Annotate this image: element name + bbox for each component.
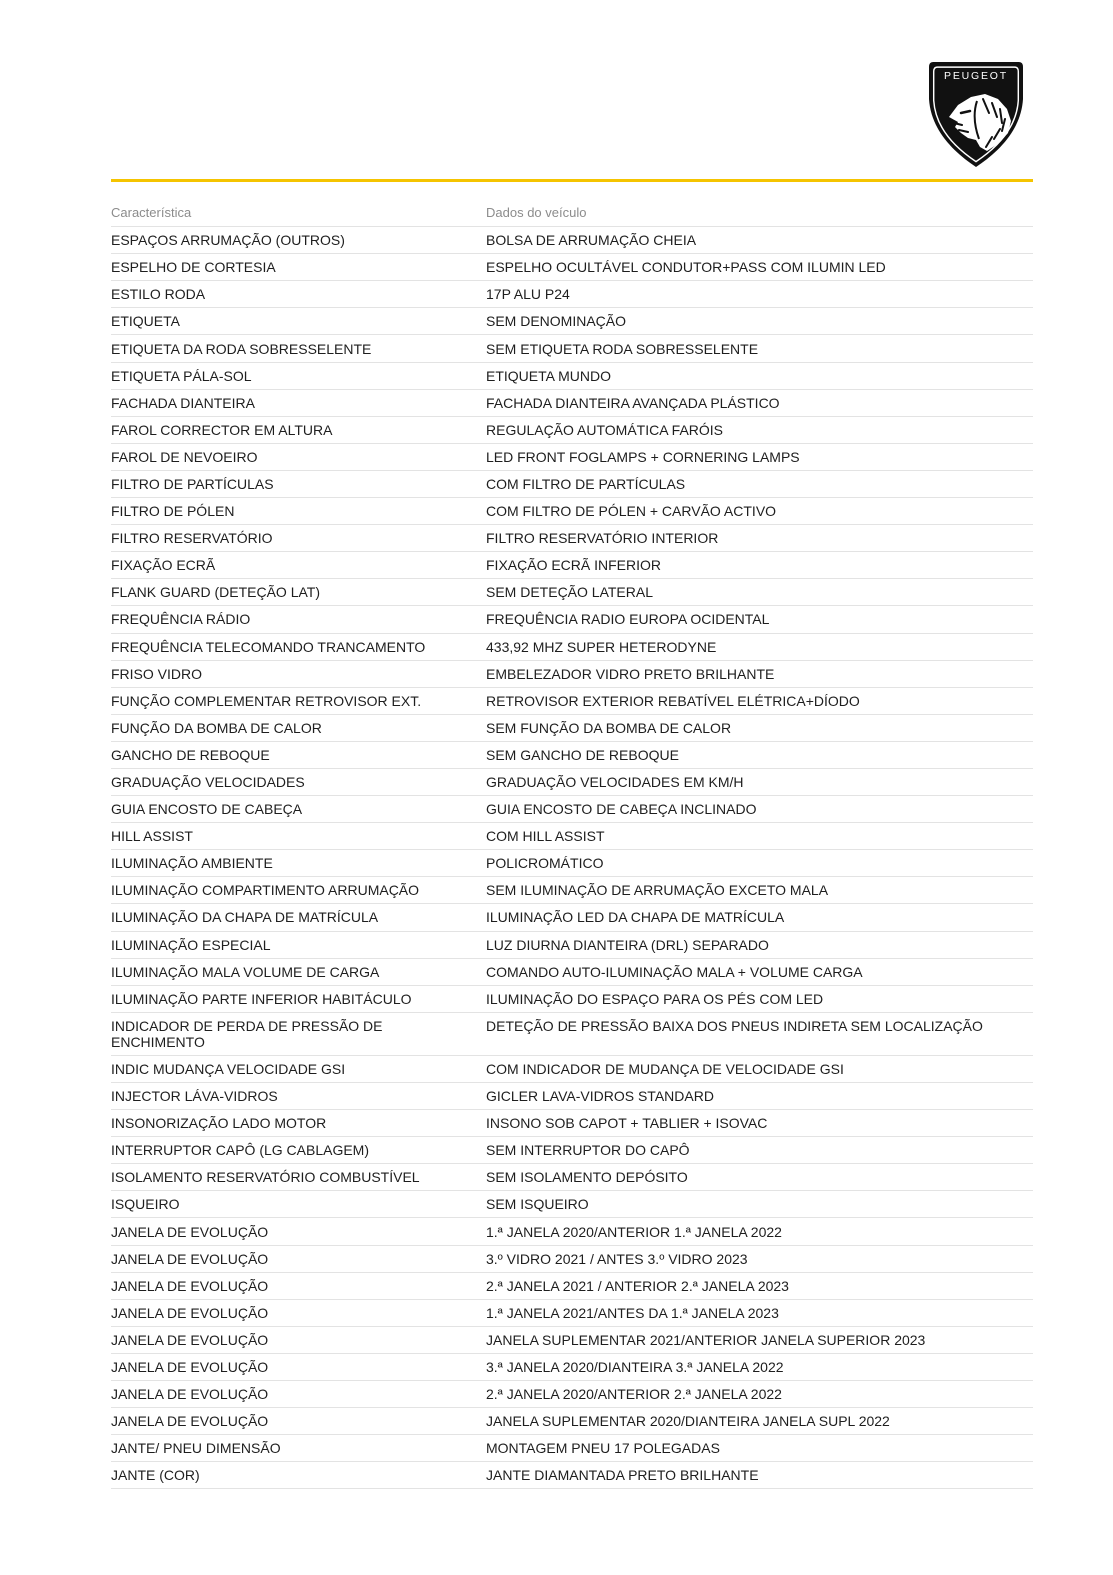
feature-cell: FREQUÊNCIA TELECOMANDO TRANCAMENTO xyxy=(111,638,426,655)
feature-cell: JANELA DE EVOLUÇÃO xyxy=(111,1413,269,1430)
feature-cell: FRISO VIDRO xyxy=(111,665,203,682)
value-cell: SEM ISOLAMENTO DEPÓSITO xyxy=(486,1169,688,1186)
value-cell: 3.ª JANELA 2020/DIANTEIRA 3.ª JANELA 2022 xyxy=(486,1358,784,1375)
value-cell: MONTAGEM PNEU 17 POLEGADAS xyxy=(486,1440,720,1457)
table-row xyxy=(111,281,1033,308)
table-row xyxy=(111,390,1033,417)
value-cell: SEM ETIQUETA RODA SOBRESSELENTE xyxy=(486,340,759,357)
value-cell: 2.ª JANELA 2021 / ANTERIOR 2.ª JANELA 2023 xyxy=(486,1277,789,1294)
table-row xyxy=(111,1435,1033,1462)
value-cell: COM FILTRO DE PARTÍCULAS xyxy=(486,475,686,492)
value-cell: LED FRONT FOGLAMPS + CORNERING LAMPS xyxy=(486,448,800,465)
table-row xyxy=(111,1408,1033,1435)
feature-cell: ISOLAMENTO RESERVATÓRIO COMBUSTÍVEL xyxy=(111,1169,420,1186)
value-cell: BOLSA DE ARRUMAÇÃO CHEIA xyxy=(486,232,697,249)
value-cell: JANELA SUPLEMENTAR 2021/ANTERIOR JANELA SUPERIOR 2023 xyxy=(486,1331,926,1348)
table-row xyxy=(111,769,1033,796)
table-row xyxy=(111,254,1033,281)
table-row xyxy=(111,904,1033,931)
feature-cell: FILTRO DE PARTÍCULAS xyxy=(111,475,274,492)
table-row xyxy=(111,877,1033,904)
value-cell: JANELA SUPLEMENTAR 2020/DIANTEIRA JANELA SUPL 2022 xyxy=(486,1413,890,1430)
feature-cell: ETIQUETA DA RODA SOBRESSELENTE xyxy=(111,340,372,357)
value-cell: LUZ DIURNA DIANTEIRA (DRL) SEPARADO xyxy=(486,936,769,953)
table-row xyxy=(111,1246,1033,1273)
feature-cell: HILL ASSIST xyxy=(111,828,193,845)
table-row xyxy=(111,308,1033,335)
feature-cell: JANELA DE EVOLUÇÃO xyxy=(111,1304,269,1321)
logo-wordmark: PEUGEOT xyxy=(944,70,1008,82)
table-row xyxy=(111,579,1033,606)
table-row xyxy=(111,688,1033,715)
value-cell: 433,92 MHZ SUPER HETERODYNE xyxy=(486,638,717,655)
feature-cell: INDIC MUDANÇA VELOCIDADE GSI xyxy=(111,1060,346,1077)
table-row xyxy=(111,1164,1033,1191)
value-cell: ETIQUETA MUNDO xyxy=(486,367,611,384)
value-cell: FACHADA DIANTEIRA AVANÇADA PLÁSTICO xyxy=(486,394,780,411)
value-cell: SEM INTERRUPTOR DO CAPÔ xyxy=(486,1142,690,1159)
feature-cell: INJECTOR LÁVA-VIDROS xyxy=(111,1088,278,1105)
table-row xyxy=(111,1110,1033,1137)
feature-cell: INDICADOR DE PERDA DE PRESSÃO DE ENCHIMENTO xyxy=(111,1017,383,1050)
value-cell: 3.º VIDRO 2021 / ANTES 3.º VIDRO 2023 xyxy=(486,1250,748,1267)
feature-cell: FUNÇÃO DA BOMBA DE CALOR xyxy=(111,719,322,736)
feature-cell: FIXAÇÃO ECRÃ xyxy=(111,557,216,574)
table-row xyxy=(111,1218,1033,1245)
feature-cell: ISQUEIRO xyxy=(111,1196,180,1213)
feature-cell: JANELA DE EVOLUÇÃO xyxy=(111,1277,269,1294)
value-cell: SEM FUNÇÃO DA BOMBA DE CALOR xyxy=(486,719,732,736)
value-cell: REGULAÇÃO AUTOMÁTICA FARÓIS xyxy=(486,421,724,438)
table-row xyxy=(111,552,1033,579)
value-cell: SEM ILUMINAÇÃO DE ARRUMAÇÃO EXCETO MALA xyxy=(486,882,829,899)
table-row xyxy=(111,1273,1033,1300)
table-row xyxy=(111,932,1033,959)
column-header-value: Dados do veículo xyxy=(486,205,587,221)
table-row xyxy=(111,444,1033,471)
feature-cell: GANCHO DE REBOQUE xyxy=(111,746,270,763)
table-row xyxy=(111,823,1033,850)
table-row xyxy=(111,1327,1033,1354)
table-row xyxy=(111,986,1033,1013)
value-cell: 17P ALU P24 xyxy=(486,286,570,303)
feature-cell: ESTILO RODA xyxy=(111,286,206,303)
value-cell: DETEÇÃO DE PRESSÃO BAIXA DOS PNEUS INDIRETA SEM LOCALIZAÇÃO xyxy=(486,1017,983,1034)
feature-cell: ILUMINAÇÃO DA CHAPA DE MATRÍCULA xyxy=(111,909,379,926)
feature-cell: FILTRO DE PÓLEN xyxy=(111,503,235,520)
feature-cell: JANTE/ PNEU DIMENSÃO xyxy=(111,1440,281,1457)
feature-cell: ILUMINAÇÃO COMPARTIMENTO ARRUMAÇÃO xyxy=(111,882,420,899)
table-row xyxy=(111,1191,1033,1218)
table-row xyxy=(111,606,1033,633)
feature-cell: FAROL DE NEVOEIRO xyxy=(111,448,258,465)
value-cell: FREQUÊNCIA RADIO EUROPA OCIDENTAL xyxy=(486,611,770,628)
value-cell: ILUMINAÇÃO LED DA CHAPA DE MATRÍCULA xyxy=(486,909,785,926)
value-cell: SEM ISQUEIRO xyxy=(486,1196,589,1213)
table-row xyxy=(111,1462,1033,1489)
value-cell: GRADUAÇÃO VELOCIDADES EM KM/H xyxy=(486,774,744,791)
feature-cell: FILTRO RESERVATÓRIO xyxy=(111,530,273,547)
table-row xyxy=(111,498,1033,525)
table-row xyxy=(111,417,1033,444)
feature-cell: FUNÇÃO COMPLEMENTAR RETROVISOR EXT. xyxy=(111,692,422,709)
table-header xyxy=(111,200,1033,227)
value-cell: INSONO SOB CAPOT + TABLIER + ISOVAC xyxy=(486,1115,768,1132)
feature-cell: JANELA DE EVOLUÇÃO xyxy=(111,1358,269,1375)
feature-cell: ILUMINAÇÃO ESPECIAL xyxy=(111,936,271,953)
value-cell: COMANDO AUTO-ILUMINAÇÃO MALA + VOLUME CARGA xyxy=(486,963,863,980)
feature-cell: JANELA DE EVOLUÇÃO xyxy=(111,1386,269,1403)
value-cell: GUIA ENCOSTO DE CABEÇA INCLINADO xyxy=(486,801,757,818)
value-cell: COM INDICADOR DE MUDANÇA DE VELOCIDADE GSI xyxy=(486,1060,844,1077)
value-cell: FILTRO RESERVATÓRIO INTERIOR xyxy=(486,530,719,547)
feature-cell: ETIQUETA PÁLA-SOL xyxy=(111,367,252,384)
table-row xyxy=(111,1300,1033,1327)
value-cell: ESPELHO OCULTÁVEL CONDUTOR+PASS COM ILUMIN LED xyxy=(486,259,886,276)
feature-cell: ILUMINAÇÃO AMBIENTE xyxy=(111,855,273,872)
feature-cell: GUIA ENCOSTO DE CABEÇA xyxy=(111,801,303,818)
value-cell: SEM DENOMINAÇÃO xyxy=(486,313,627,330)
value-cell: ILUMINAÇÃO DO ESPAÇO PARA OS PÉS COM LED xyxy=(486,990,824,1007)
table-row xyxy=(111,634,1033,661)
value-cell: RETROVISOR EXTERIOR REBATÍVEL ELÉTRICA+DÍODO xyxy=(486,692,860,709)
value-cell: COM FILTRO DE PÓLEN + CARVÃO ACTIVO xyxy=(486,503,777,520)
table-row xyxy=(111,1354,1033,1381)
table-row xyxy=(111,1083,1033,1110)
table-row xyxy=(111,471,1033,498)
feature-cell: ILUMINAÇÃO PARTE INFERIOR HABITÁCULO xyxy=(111,990,412,1007)
table-row xyxy=(111,661,1033,688)
feature-cell: FLANK GUARD (DETEÇÃO LAT) xyxy=(111,584,320,601)
feature-cell: ESPAÇOS ARRUMAÇÃO (OUTROS) xyxy=(111,232,345,249)
table-row xyxy=(111,959,1033,986)
value-cell: COM HILL ASSIST xyxy=(486,828,605,845)
table-row xyxy=(111,335,1033,362)
table-row xyxy=(111,227,1033,254)
value-cell: SEM DETEÇÃO LATERAL xyxy=(486,584,654,601)
table-row xyxy=(111,742,1033,769)
table-row xyxy=(111,850,1033,877)
feature-cell: INTERRUPTOR CAPÔ (LG CABLAGEM) xyxy=(111,1142,370,1159)
value-cell: SEM GANCHO DE REBOQUE xyxy=(486,746,679,763)
feature-cell: GRADUAÇÃO VELOCIDADES xyxy=(111,774,305,791)
column-header-feature: Característica xyxy=(111,205,192,221)
value-cell: 1.ª JANELA 2021/ANTES DA 1.ª JANELA 2023 xyxy=(486,1304,779,1321)
table-row xyxy=(111,1381,1033,1408)
value-cell: POLICROMÁTICO xyxy=(486,855,604,872)
table-row xyxy=(111,715,1033,742)
peugeot-logo xyxy=(927,59,1025,169)
feature-cell: FREQUÊNCIA RÁDIO xyxy=(111,611,251,628)
value-cell: FIXAÇÃO ECRÃ INFERIOR xyxy=(486,557,662,574)
feature-cell: JANELA DE EVOLUÇÃO xyxy=(111,1223,269,1240)
value-cell: JANTE DIAMANTADA PRETO BRILHANTE xyxy=(486,1467,759,1484)
table-row xyxy=(111,1137,1033,1164)
value-cell: 2.ª JANELA 2020/ANTERIOR 2.ª JANELA 2022 xyxy=(486,1386,782,1403)
feature-cell: ILUMINAÇÃO MALA VOLUME DE CARGA xyxy=(111,963,380,980)
yellow-divider xyxy=(111,179,1033,182)
specification-table xyxy=(111,200,1033,1489)
feature-cell: ETIQUETA xyxy=(111,313,180,330)
feature-cell: INSONORIZAÇÃO LADO MOTOR xyxy=(111,1115,327,1132)
feature-cell: FAROL CORRECTOR EM ALTURA xyxy=(111,421,333,438)
feature-cell: JANTE (COR) xyxy=(111,1467,200,1484)
feature-cell: ESPELHO DE CORTESIA xyxy=(111,259,276,276)
table-row xyxy=(111,796,1033,823)
table-row xyxy=(111,1056,1033,1083)
value-cell: 1.ª JANELA 2020/ANTERIOR 1.ª JANELA 2022 xyxy=(486,1223,782,1240)
value-cell: GICLER LAVA-VIDROS STANDARD xyxy=(486,1088,714,1105)
feature-cell: FACHADA DIANTEIRA xyxy=(111,394,255,411)
feature-cell: JANELA DE EVOLUÇÃO xyxy=(111,1250,269,1267)
feature-cell: JANELA DE EVOLUÇÃO xyxy=(111,1331,269,1348)
table-row xyxy=(111,1013,1033,1056)
table-row xyxy=(111,363,1033,390)
value-cell: EMBELEZADOR VIDRO PRETO BRILHANTE xyxy=(486,665,775,682)
table-row xyxy=(111,525,1033,552)
peugeot-lion-shield-icon xyxy=(927,59,1025,169)
